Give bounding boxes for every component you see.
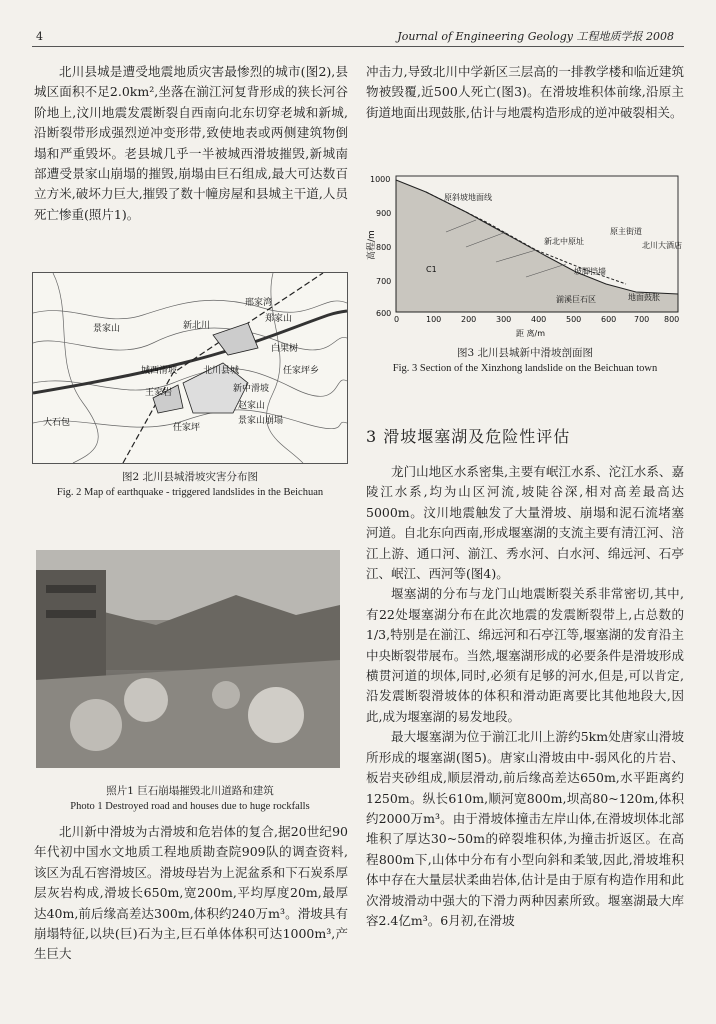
figure-2-caption bbox=[32, 470, 348, 500]
map-label: 赵家山 bbox=[238, 401, 266, 411]
boulder bbox=[212, 681, 240, 709]
page-header bbox=[0, 0, 716, 46]
paragraph: 最大堰塞湖为位于湔江北川上游约5km处唐家山滑坡所形成的堰塞湖(图5)。唐家山滑坡由中-弱风化的片岩、板岩夹砂组成,顺层滑动,前后缘高差达650m,水平距离约1250m。纵长610m,顺河宽800m,坝高80~120m,体积约2000万m³。由于滑坡体撞击左岸山体,在滑坡坝体北部堆积了厚达30~50m的碎裂堆积体,为撞击折返区。在高程800m下,山体中分布有小型向斜和柔皱,因此,滑坡堆积体中存在大量层状柔曲岩体,估计是由于原有构造作用和此次滑坡滑动中强大的下滑力两种因素所致。堰塞湖最大库容2.4亿m³。6月初,在滑坡 bbox=[366, 729, 684, 928]
contour-line bbox=[33, 300, 347, 319]
photo-scene bbox=[36, 550, 340, 768]
journal-title: Journal of Engineering Geology 工程地质学报 2008 bbox=[397, 30, 674, 43]
map-label: 任家坪 bbox=[173, 423, 201, 433]
building-detail bbox=[46, 610, 96, 618]
paragraph: 龙门山地区水系密集,主要有岷江水系、沱江水系、嘉陵江水系,均为山区河流,坡陡谷深,相对高差最高达5000m。汶川地震触发了大量滑坡、崩塌和泥石流堵塞河道。自北东向西南,形成堰塞湖的支流主要有清江河、涪江上游、通口河、湔江、秀水河、白水河、绵远河、石亭江、岷江、西河等(图4)。 bbox=[366, 464, 684, 582]
map-label: 王家岩 bbox=[145, 388, 173, 398]
right-text-section bbox=[366, 462, 684, 931]
x-tick-label: 500 bbox=[566, 315, 582, 324]
left-text-bottom bbox=[34, 822, 348, 965]
photo-1-caption bbox=[32, 784, 348, 814]
photo-1 bbox=[36, 550, 340, 768]
caption-cn: 照片1 巨石崩塌摧毁北川道路和建筑 bbox=[106, 785, 274, 797]
figure-3-profile bbox=[366, 172, 684, 340]
boulder bbox=[248, 687, 304, 743]
section-title: 3 滑坡堰塞湖及危险性评估 bbox=[366, 427, 571, 446]
paragraph: 冲击力,导致北川中学新区三层高的一排教学楼和临近建筑物被毁覆,近500人死亡(图3)。在滑坡堆积体前缘,沿原主街道地面出现鼓胀,估计与地震构造形成的逆冲破裂相关。 bbox=[366, 64, 684, 120]
boulder bbox=[124, 678, 168, 722]
caption-en: Fig. 2 Map of earthquake - triggered landslides in the Beichuan bbox=[56, 487, 324, 498]
map-label: 邢家湾 bbox=[245, 298, 273, 308]
profile-label: 新北中原址 bbox=[544, 237, 584, 246]
profile-label: 地面鼓胀 bbox=[628, 293, 660, 302]
profile-label: 原主街道 bbox=[610, 227, 642, 236]
y-tick-label: 600 bbox=[376, 309, 392, 318]
x-axis-label: 距 离/m bbox=[516, 329, 546, 338]
x-tick-label: 200 bbox=[461, 315, 477, 324]
header-rule bbox=[32, 46, 684, 47]
profile-label: C1 bbox=[426, 265, 437, 274]
profile-label: 湔溪巨石区 bbox=[556, 295, 596, 304]
x-tick-label: 100 bbox=[426, 315, 442, 324]
left-text-top bbox=[34, 62, 348, 225]
right-text-top bbox=[366, 62, 684, 123]
map-label: 北川县城 bbox=[203, 366, 240, 376]
caption-en: Photo 1 Destroyed road and houses due to huge rockfalls bbox=[70, 801, 310, 812]
figure-3-caption bbox=[366, 346, 684, 376]
map-label: 新北川 bbox=[183, 321, 211, 331]
figure-2-map bbox=[32, 272, 348, 464]
y-tick-label: 1000 bbox=[370, 175, 391, 184]
map-label: 新中滑坡 bbox=[233, 384, 270, 394]
caption-en: Fig. 3 Section of the Xinzhong landslide on the Beichuan town bbox=[392, 363, 658, 374]
x-tick-label: 300 bbox=[496, 315, 512, 324]
map-label: 城西滑坡 bbox=[141, 366, 178, 376]
map-label: 白果树 bbox=[271, 344, 299, 354]
contour-line bbox=[33, 328, 347, 350]
map-label: 郑家山 bbox=[265, 314, 293, 324]
map-label: 景家山 bbox=[93, 324, 121, 334]
profile-label: 坡脚挡墙 bbox=[574, 267, 606, 276]
map-drawing bbox=[33, 273, 347, 463]
map-label: 景家山崩塌 bbox=[238, 416, 284, 426]
paragraph: 北川县城是遭受地震地质灾害最惨烈的城市(图2),县城区面积不足2.0km²,坐落在湔江河复背形成的狭长河谷阶地上,汶川地震发震断裂自西南向北东切穿老城和新城,沿断裂带形成强烈逆冲变形带,致使地表或两侧建筑物倒塌和严重毁坏。老县城几乎一半被城西滑坡摧毁,新城南部遭受景家山崩塌的摧毁,崩塌由巨石组成,最大可达数百立方米,破坏力巨大,摧毁了数十幢房屋和县城主干道,人员死亡惨重(照片1)。 bbox=[34, 64, 348, 222]
map-label: 大石包 bbox=[43, 418, 71, 428]
y-tick-label: 700 bbox=[376, 277, 392, 286]
x-tick-label: 0 bbox=[394, 315, 400, 324]
paragraph: 北川新中滑坡为古滑坡和危岩体的复合,据20世纪90年代初中国水文地质工程地质勘查院909队的调查资料,该区为乱石窖滑坡区。滑坡母岩为上泥盆系和下石炭系厚层灰岩构成,滑坡长650m,宽200m,平均厚度20m,最厚达40m,前后缘高差达300m,体积约240万m³。滑坡具有崩塌特征,以块(巨)石为主,巨石单体体积可达1000m³,产生巨大 bbox=[34, 824, 348, 962]
profile-drawing bbox=[366, 172, 684, 340]
paragraph: 堰塞湖的分布与龙门山地震断裂关系非常密切,其中,有22处堰塞湖分布在此次地震的发震断裂带上,占总数的1/3,特别是在湔江、绵远河和石亭江等,堰塞湖的发育沿主中央断裂带展布。当然,堰塞湖形成的必要条件是滑坡形成横贯河道的坝体,同时,必须有足够的河水,但是,可以肯定,沿发震断裂滑坡体的体积和滑动距离要比其他地段大,因此,成为堰塞湖的易发地段。 bbox=[366, 586, 684, 724]
boulder bbox=[70, 699, 122, 751]
x-tick-label: 600 bbox=[601, 315, 617, 324]
x-tick-label: 700 bbox=[634, 315, 650, 324]
map-label: 任家坪乡 bbox=[283, 366, 320, 376]
x-tick-label: 800 bbox=[664, 315, 680, 324]
profile-label: 原斜坡地面线 bbox=[444, 193, 492, 202]
y-tick-label: 800 bbox=[376, 243, 392, 252]
x-tick-label: 400 bbox=[531, 315, 547, 324]
profile-label: 北川大酒店 bbox=[642, 241, 682, 250]
caption-cn: 图3 北川县城新中滑坡剖面图 bbox=[456, 347, 594, 359]
y-tick-label: 900 bbox=[376, 209, 392, 218]
y-axis-label: 高程/m bbox=[367, 230, 377, 260]
building-detail bbox=[46, 585, 96, 593]
page-number: 4 bbox=[36, 30, 43, 43]
contour-line bbox=[53, 273, 98, 463]
caption-cn: 图2 北川县城滑坡灾害分布图 bbox=[121, 471, 259, 483]
